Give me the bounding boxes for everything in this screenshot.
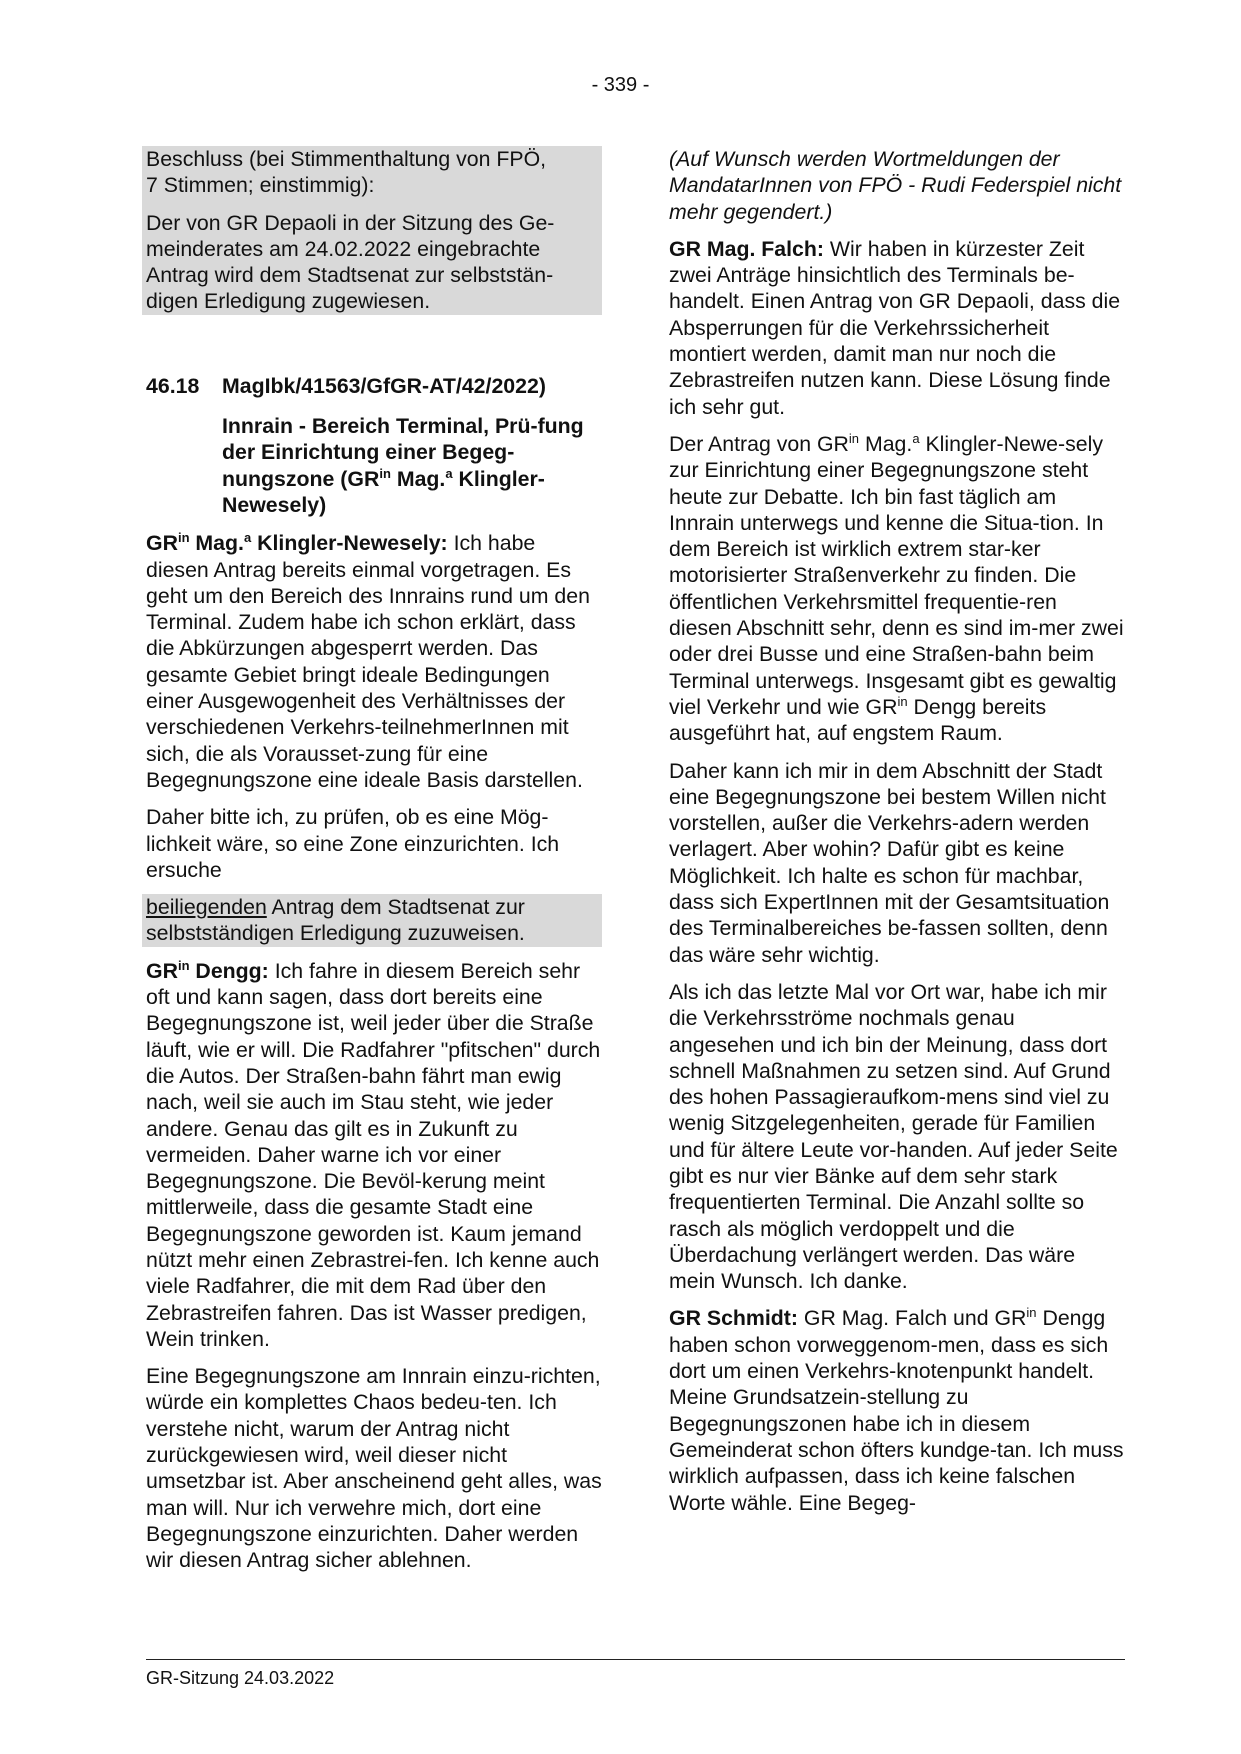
- resolution-vote-line2: 7 Stimmen; einstimmig):: [146, 173, 375, 198]
- speech-text: Ich fahre in diesem Bereich sehr oft und kann sagen, dass dort bereits eine Begegnungszone ist, weil jeder über die Straße läuft, wie er will. Die Radfahrer "pfitschen" durch die Autos. Der Straßen-bahn fährt man ewig nach, weil sie auch im Stau steht, wie jeder andere. Genau das gilt es in Zukunft zu vermeiden. Daher warne ich vor einer Begegnungszone. Die Bevöl-kerung meint mittlerweile, dass die gesamte Stadt eine Begegnungszone geworden ist. Kaum jemand nützt mehr einen Zebrastrei-fen. Ich kenne auch viele Radfahrer, die mit dem Rad über den Zebrastreifen fahren. Das ist Wasser predigen, Wein trinken.: [146, 958, 601, 1351]
- agenda-item-title-text: Klingler-Newesely): [222, 466, 545, 517]
- speech-falch: [669, 236, 1125, 420]
- speech-paragraph: Als ich das letzte Mal vor Ort war, habe ich mir die Verkehrsströme nochmals genau angesehen und ich bin der Meinung, dass dort schnell Maßnahmen zu setzen sind. Auf Grund des hohen Passagieraufkom-mens sind viel zu wenig Sitzgelegenheiten, gerade für Familien und für ältere Leute vor-handen. Auf jeder Seite gibt es nur vier Bänke auf dem sehr stark frequentierten Terminal. Die Anzahl sollte so rasch als möglich verdoppelt und die Überdachung verlängert werden. Das wäre mein Wunsch. Ich danke.: [669, 979, 1118, 1294]
- speaker-name-text: GR: [146, 958, 178, 983]
- resolution-block: [142, 146, 602, 315]
- speaker-name: GR Schmidt:: [669, 1306, 798, 1331]
- speech-text: Dengg bereits ausgeführt hat, auf engstem Raum.: [669, 694, 1047, 746]
- agenda-item-title-text: Mag.: [390, 466, 446, 491]
- page-number: - 339 -: [591, 74, 650, 96]
- right-column: [669, 146, 1125, 1516]
- speech-text: Der Antrag von GR: [669, 431, 849, 456]
- speech-text: Dengg haben schon vorweggenom-men, dass es sich dort um einen Verkehrs-knotenpunkt handelt. Meine Grundsatzein-stellung zu Begegnungszonen habe ich in diesem Gemeinderat schon öfters kundge-tan. Ich muss wirklich aufpassen, dass ich keine falschen Worte wähle. Eine Begeg-: [669, 1306, 1124, 1515]
- agenda-item-heading: [146, 373, 602, 399]
- superscript: in: [379, 465, 391, 481]
- agenda-item-title-text: Innrain - Bereich Terminal, Prü-fung der Einrichtung einer Begeg-nungszone (GR: [222, 414, 584, 491]
- speech-dengg: [146, 958, 602, 1352]
- superscript: in: [897, 693, 908, 709]
- motion-underlined: beiliegenden: [146, 895, 267, 920]
- superscript: in: [177, 957, 190, 973]
- superscript: in: [1026, 1305, 1037, 1321]
- footer-text: GR-Sitzung 24.03.2022: [146, 1668, 335, 1688]
- resolution-vote-line1: Beschluss (bei Stimmenthaltung von FPÖ,: [146, 147, 547, 171]
- left-column: [146, 146, 602, 1574]
- agenda-item-number: 46.18: [146, 373, 200, 398]
- speech-schmidt: [669, 1305, 1125, 1515]
- speaker-name: [146, 531, 448, 555]
- superscript: a: [445, 465, 453, 481]
- speaker-name-text: GR: [146, 531, 178, 556]
- speech-text: Wir haben in kürzester Zeit zwei Anträge hinsichtlich des Terminals be-handelt. Einen Antrag von GR Depaoli, dass die Absperrungen für die Verkehrssicherheit montiert werden, damit man nur noch die Zebrastreifen nutzen kann. Diese Lösung finde ich sehr gut.: [669, 236, 1121, 419]
- resolution-text: Der von GR Depaoli in der Sitzung des Ge-meinderates am 24.02.2022 eingebrachte Antrag wird dem Stadtsenat zur selbststän-digen Erledigung zugewiesen.: [146, 210, 555, 314]
- speech-paragraph: Eine Begegnungszone am Innrain einzu-richten, würde ein komplettes Chaos bedeu-ten. Ich verstehe nicht, warum der Antrag nicht zurückgewiesen wird, weil dieser nicht umsetzbar ist. Aber anscheinend geht alles, was man will. Nur ich verwehre mich, dort eine Begegnungszone einzurichten. Daher werden wir diesen Antrag sicher ablehnen.: [146, 1364, 602, 1573]
- speech-text: Mag.: [859, 431, 913, 456]
- footer-divider: [146, 1659, 1125, 1660]
- speaker-name: [146, 959, 269, 983]
- resolution-vote: [146, 146, 598, 199]
- speaker-name: GR Mag. Falch:: [669, 236, 825, 261]
- superscript: a: [243, 530, 252, 546]
- speech-text: Ich habe diesen Antrag bereits einmal vorgetragen. Es geht um den Bereich des Innrains rund um den Terminal. Zudem habe ich schon erklärt, dass die Abkürzungen abgesperrt werden. Das gesamte Gebiet bringt ideale Bedingungen einer Ausgewogenheit des Verhältnisses der verschiedenen Verkehrs-teilnehmerInnen mit sich, die als Vorausset-zung für eine Begegnungszone eine ideale Basis darstellen.: [146, 531, 590, 792]
- speech-text: GR Mag. Falch und GR: [797, 1306, 1027, 1331]
- italic-note: (Auf Wunsch werden Wortmeldungen der MandatarInnen von FPÖ - Rudi Federspiel nicht mehr gegendert.): [669, 147, 1122, 224]
- speech-klingler-newesely: [146, 530, 602, 793]
- agenda-item-reference: MagIbk/41563/GfGR-AT/42/2022): [222, 373, 546, 398]
- speaker-name-text: Mag.: [189, 531, 244, 556]
- speech-paragraph: Daher bitte ich, zu prüfen, ob es eine Mög-lichkeit wäre, so eine Zone einzurichten. Ich ersuche: [146, 805, 560, 882]
- speaker-name-text: Dengg:: [189, 958, 269, 983]
- superscript: in: [848, 430, 860, 446]
- speech-text: Klingler-Newe-sely zur Einrichtung einer Begegnungszone steht heute zur Debatte. Ich bin fast täglich am Innrain unterwegs und kenne die Situa-tion. In dem Bereich ist wirklich extrem star-ker motorisierter Straßenverkehr zu finden. Die öffentlichen Verkehrsmittel frequentie-ren diesen Abschnitt sehr, denn es sind im-mer zwei oder drei Busse und eine Straßen-bahn beim Terminal unterwegs. Insgesamt gibt es gewaltig viel Verkehr und wie GR: [669, 431, 1124, 719]
- speaker-name-text: Klingler-Newesely:: [251, 531, 448, 556]
- motion-block: [142, 894, 602, 947]
- superscript: in: [177, 530, 190, 546]
- speech-paragraph: [669, 431, 1125, 747]
- superscript: a: [912, 430, 920, 446]
- agenda-item-title: [222, 413, 602, 518]
- motion-text: Antrag dem Stadtsenat zur selbstständigen Erledigung zuzuweisen.: [146, 895, 525, 946]
- speech-paragraph: Daher kann ich mir in dem Abschnitt der Stadt eine Begegnungszone bei bestem Willen nicht vorstellen, außer die Verkehrs-adern werden verlagert. Aber wohin? Dafür gibt es keine Möglichkeit. Ich halte es schon für machbar, dass sich ExpertInnen mit der Gesamtsituation des Terminalbereiches be-fassen sollten, denn das wäre sehr wichtig.: [669, 758, 1110, 967]
